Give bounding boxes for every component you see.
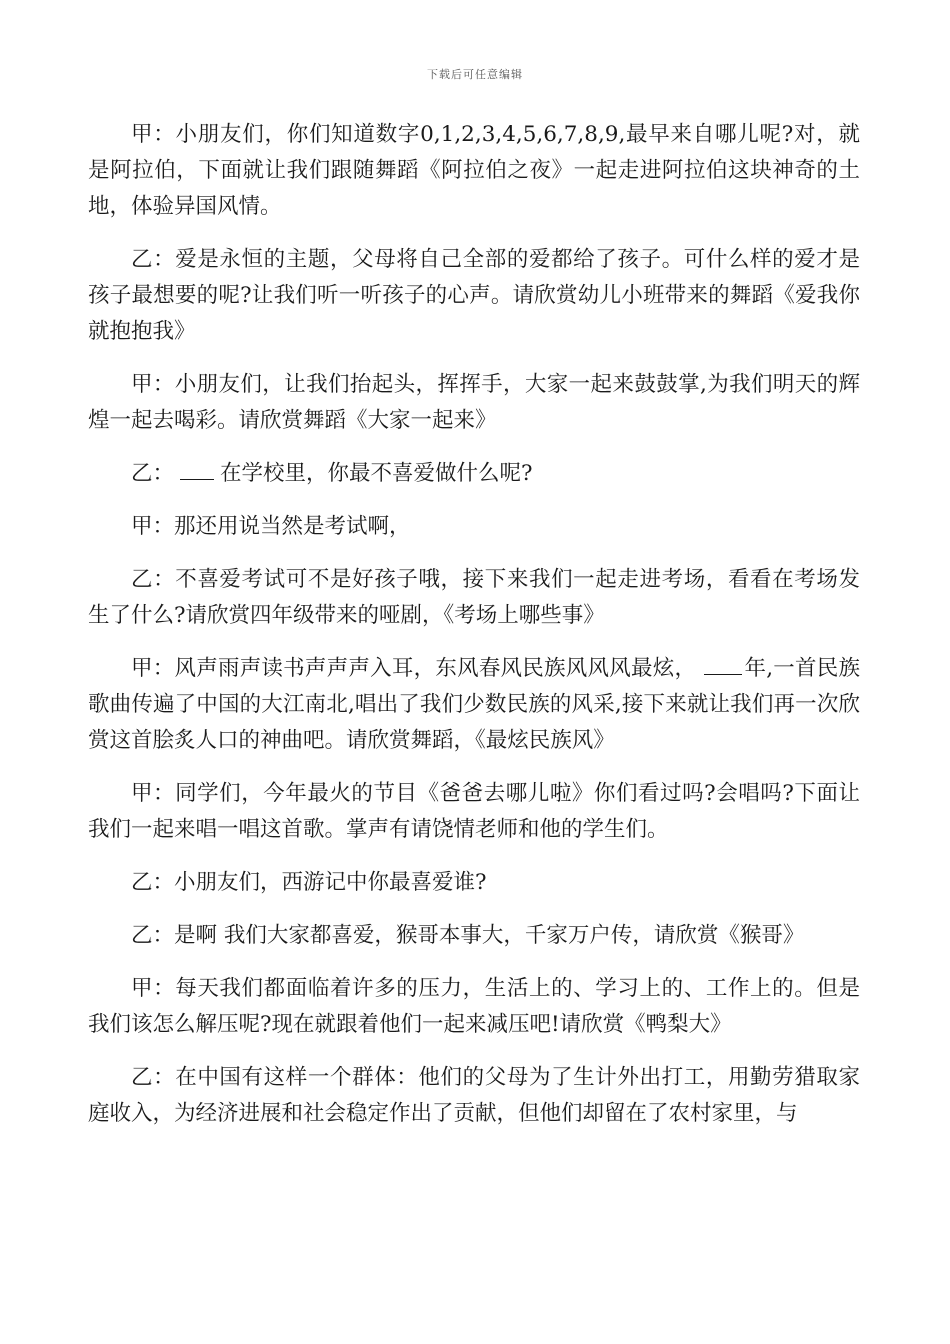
document-body [88,117,860,1149]
paragraph-text-after: 年,一首民族歌曲传遍了中国的大江南北,唱出了我们少数民族的风采,接下来就让我们再一次欣赏这首脍炙人口的神曲吧。请欣赏舞蹈，《最炫民族风》 [88,656,860,753]
page-header: 下载后可任意编辑 [427,68,523,81]
paragraph: 乙：在中国有这样一个群体：他们的父母为了生计外出打工，用勤劳猎取家庭收入，为经济进展和社会稳定作出了贡献，但他们却留在了农村家里，与 [88,1065,860,1126]
fill-in-blank [704,652,742,675]
paragraph-text-after: 在学校里，你最不喜爱做什么呢? [220,461,533,486]
paragraph: 甲：那还用说当然是考试啊， [131,514,411,539]
fill-in-blank [180,457,214,480]
paragraph-with-blank [88,651,860,759]
paragraph-text-before: 乙： [131,461,175,486]
paragraph: 甲：每天我们都面临着许多的压力，生活上的、学习上的、工作上的。但是我们该怎么解压呢?现在就跟着他们一起来减压吧!请欣赏《鸭梨大》 [88,976,860,1037]
paragraph: 甲：小朋友们，让我们抬起头，挥挥手，大家一起来鼓鼓掌,为我们明天的辉煌一起去喝彩。请欣赏舞蹈《大家一起来》 [88,372,860,433]
paragraph-text-before: 甲：风声雨声读书声声声入耳，东风春风民族风风风最炫， [131,656,697,681]
paragraph: 乙：不喜爱考试可不是好孩子哦，接下来我们一起走进考场，看看在考场发生了什么?请欣赏四年级带来的哑剧，《考场上哪些事》 [88,567,860,628]
paragraph: 甲：同学们，今年最火的节目《爸爸去哪儿啦》你们看过吗?会唱吗?下面让我们一起来唱一唱这首歌。掌声有请饶情老师和他的学生们。 [88,781,860,842]
paragraph: 乙：小朋友们，西游记中你最喜爱谁? [131,870,487,895]
paragraph: 乙：爱是永恒的主题，父母将自己全部的爱都给了孩子。可什么样的爱才是孩子最想要的呢?让我们听一听孩子的心声。请欣赏幼儿小班带来的舞蹈《爱我你就抱抱我》 [88,247,860,344]
paragraph: 乙：是啊 我们大家都喜爱，猴哥本事大，千家万户传，请欣赏《猴哥》 [131,923,805,948]
paragraph-with-blank [88,456,860,492]
paragraph: 甲：小朋友们，你们知道数字0,1,2,3,4,5,6,7,8,9,最早来自哪儿呢?对，就是阿拉伯，下面就让我们跟随舞蹈《阿拉伯之夜》一起走进阿拉伯这块神奇的土地，体验异国风情。 [88,122,860,219]
